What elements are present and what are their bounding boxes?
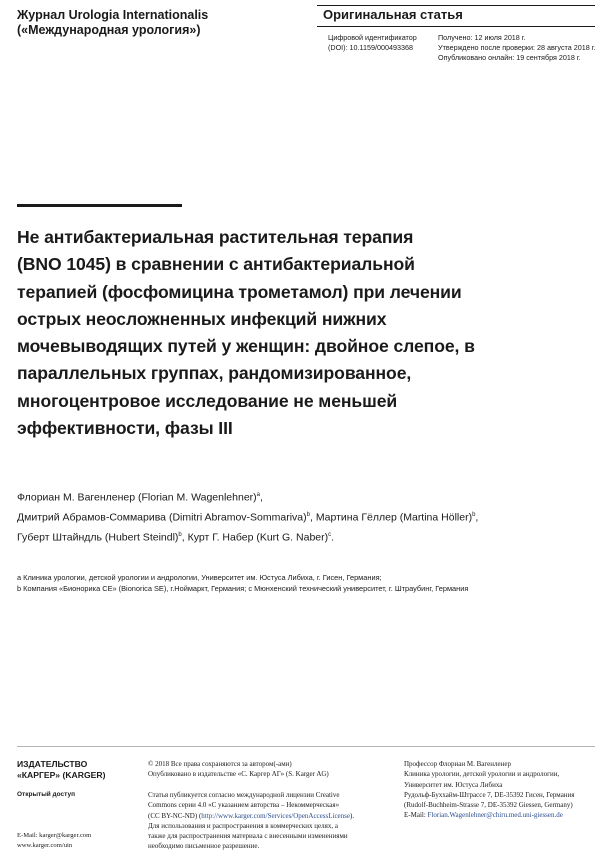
author-separator: ,: [260, 491, 263, 504]
title-line: мочевыводящих путей у женщин: двойное слепое, в: [17, 336, 475, 357]
publisher-line2: «КАРГЕР» (KARGER): [17, 770, 106, 780]
affiliation-item: b Компания «Бионорика СЕ» (Bionorica SE), г.Ноймаркт, Германия; с Мюнхенский технический университет, г. Штраубинг, Германия: [17, 584, 469, 593]
article-type: Оригинальная статья: [323, 7, 463, 22]
publisher-website[interactable]: www.karger.com/uin: [17, 842, 73, 849]
license-notice: [148, 790, 398, 852]
publisher-email[interactable]: E-Mail: karger@karger.com: [17, 832, 92, 839]
author-separator: ,: [181, 531, 188, 544]
copyright-line: © 2018 Все права сохраняются за автором(-ами): [148, 760, 292, 768]
journal-name: [17, 8, 208, 38]
license-line: необходимо письменное разрешение.: [148, 842, 260, 851]
author-name: Курт Г. Набер (Kurt G. Naber): [187, 531, 329, 544]
author-list: [17, 487, 592, 547]
license-line: Commons серии 4.0 «С указанием авторства – Некоммерческая»: [148, 801, 340, 810]
correspondence-line: (Rudolf-Buchheim-Strasse 7, DE-35392 Giessen, Germany): [404, 801, 573, 810]
published-date: Опубликовано онлайн: 19 сентября 2018 г.: [438, 53, 581, 62]
copyright-line: Опубликовано в издательстве «С. Каргер АГ» (S. Karger AG): [148, 770, 329, 779]
license-line: [148, 811, 398, 821]
author-separator: .: [331, 531, 335, 544]
title-line: терапией (фосфомицина трометамол) при лечении: [17, 281, 462, 302]
affiliation-item: a Клиника урологии, детской урологии и андрологии, Университет им. Юстуса Либиха, г. Гисен, Германия;: [17, 573, 382, 582]
title-line: Не антибактериальная растительная терапия: [17, 227, 414, 247]
publisher-contact: [17, 831, 91, 851]
author-affiliation-mark: b: [472, 512, 476, 518]
copyright-notice: [148, 759, 398, 780]
article-type-top-rule: [317, 5, 595, 6]
author-line: [17, 487, 592, 507]
author-line: [17, 507, 592, 527]
correspondence-email-link[interactable]: Florian.Wagenlehner@chiru.med.uni-giessen.de: [427, 811, 563, 820]
affiliations: [17, 572, 592, 594]
title-line: параллельных группах, рандомизированное,: [17, 363, 412, 384]
license-text: ).: [350, 811, 355, 820]
doi-block: [328, 33, 417, 53]
license-text: (CC BY-NC-ND) (: [148, 811, 202, 820]
author-separator: ,: [309, 511, 316, 524]
title-line: острых неосложненных инфекций нижних: [17, 308, 387, 329]
journal-name-line2: («Международная урология»): [17, 23, 201, 37]
correspondence-line: Университет им. Юстуса Либиха: [404, 780, 503, 789]
author-line: [17, 527, 592, 547]
correspondence-line: Профессор Флориан М. Вагенленер: [404, 760, 511, 768]
doi-value: (DOI): 10.1159/000493368: [328, 43, 413, 52]
correspondence-line: Клиника урологии, детской урологии и андрологии,: [404, 770, 560, 779]
dates-block: [438, 33, 595, 63]
license-line: Для использования и распространения в коммерческих целях, а: [148, 821, 338, 830]
author-affiliation-mark: c: [328, 532, 332, 538]
author-name: Губерт Штайндль (Hubert Steindl): [17, 531, 179, 544]
license-line: Статья публикуется согласно международной лицензии Creative: [148, 791, 340, 799]
author-affiliation-mark: b: [306, 512, 310, 518]
title-line: эффективности, фазы III: [17, 418, 233, 439]
correspondence-email-line: [404, 810, 599, 820]
author-separator: ,: [475, 511, 479, 524]
title-line: (BNO 1045) в сравнении с антибактериальной: [17, 254, 415, 275]
accepted-date: Утверждено после проверки: 28 августа 2018 г.: [438, 43, 596, 52]
title-line: многоцентровое исследование не меньшей: [17, 390, 398, 411]
author-name: Флориан М. Вагенленер (Florian M. Wagenlehner): [17, 491, 257, 504]
author-name: Дмитрий Абрамов-Соммарива (Dimitri Abramov-Sommariva): [17, 511, 307, 524]
author-affiliation-mark: a: [256, 492, 260, 498]
footer-rule: [17, 746, 595, 747]
publisher-line1: ИЗДАТЕЛЬСТВО: [17, 759, 88, 769]
email-label: E-Mail:: [404, 811, 428, 820]
title-rule: [17, 204, 182, 207]
article-type-rule: [317, 26, 595, 27]
correspondence-line: Рудольф-Буххайм-Штрассе 7, DE-35392 Гисен, Германия: [404, 790, 575, 799]
open-access-label: Открытый доступ: [17, 791, 76, 798]
license-line: также для распространения материала с внесенными изменениями: [148, 832, 348, 841]
correspondence-address: [404, 759, 599, 821]
license-link[interactable]: http://www.karger.com/Services/OpenAccessLicense: [201, 811, 350, 820]
publisher-name: [17, 759, 105, 781]
doi-label: Цифровой идентификатор: [328, 33, 417, 42]
author-affiliation-mark: b: [178, 532, 182, 538]
journal-name-line1: Журнал Urologia Internationalis: [17, 8, 209, 22]
article-title: [17, 224, 577, 442]
received-date: Получено: 12 июля 2018 г.: [438, 33, 526, 42]
author-name: Мартина Гёллер (Martina Höller): [315, 511, 473, 524]
